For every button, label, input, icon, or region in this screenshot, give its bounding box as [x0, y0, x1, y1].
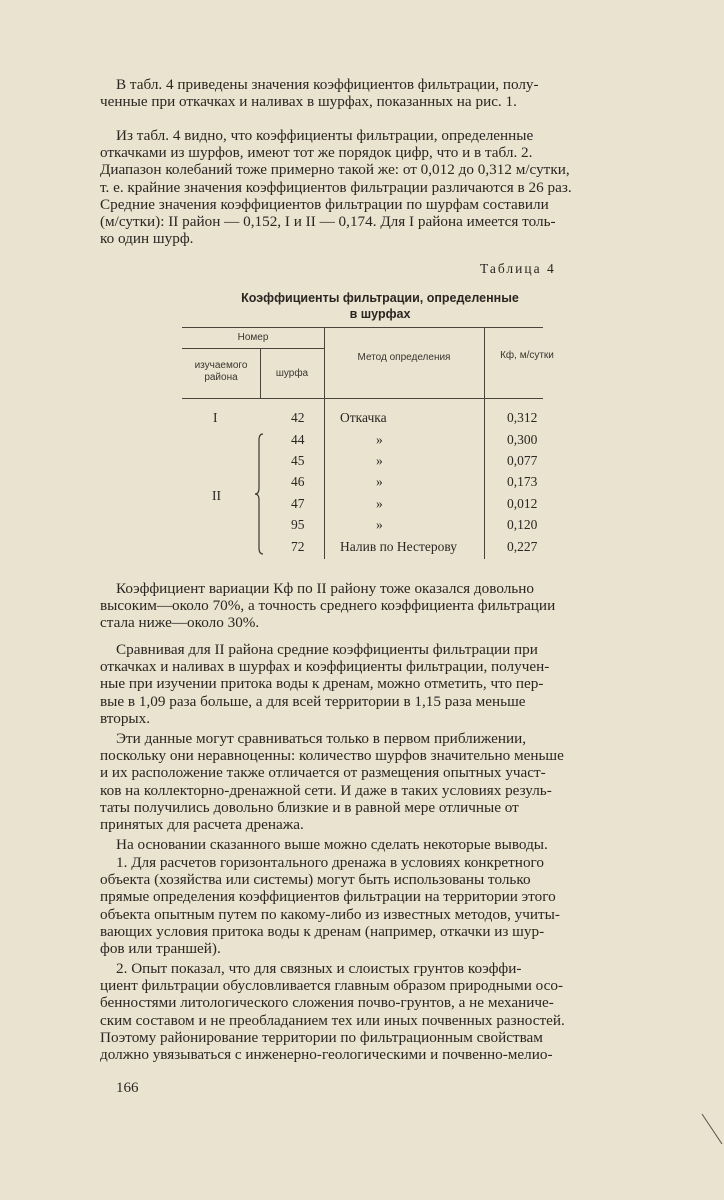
cell-pit: 72 [291, 539, 305, 554]
cell-kf: 0,173 [507, 474, 538, 489]
text-line: объекта опытным путем по какому-либо из известных методов, учиты- [100, 905, 560, 923]
text-line: Поэтому районирование территории по фильтрационным свойствам [100, 1028, 543, 1046]
cell-pit: 46 [291, 474, 305, 489]
paragraph-1 [100, 76, 676, 111]
text-line: прямые определения коэффициентов фильтрации на территории этого [100, 888, 556, 906]
cell-kf: 0,077 [507, 453, 538, 468]
cell-method: » [376, 496, 383, 511]
region-brace [254, 432, 266, 556]
text-line: фов или траншей). [100, 940, 221, 958]
header-kf: Кф, м/сутки [500, 350, 554, 361]
text-line: откачками из шурфов, имеют тот же порядок цифр, что и в табл. 2. [100, 144, 533, 162]
paragraph-6 [116, 836, 676, 853]
paragraph-8 [100, 960, 676, 1064]
cell-kf: 0,012 [507, 496, 538, 511]
table-title [180, 290, 580, 322]
cell-pit: 95 [291, 517, 305, 532]
text-line: 1. Для расчетов горизонтального дренажа в условиях конкретного [116, 854, 544, 871]
table-title-line: Коэффициенты фильтрации, определенные [241, 291, 519, 305]
text-line: высоким—около 70%, а точность среднего коэффициента фильтрации [100, 597, 556, 615]
page-number: 166 [116, 1080, 139, 1096]
cell-kf: 0,227 [507, 539, 538, 554]
text-line: Эти данные могут сравниваться только в первом приближении, [116, 730, 527, 747]
table-label: Таблица 4 [480, 261, 556, 276]
paragraph-5 [100, 730, 676, 834]
text-line: циент фильтрации обусловливается главным образом природными осо- [100, 977, 564, 995]
text-line: вые в 1,09 раза больше, а для всей территории в 1,15 раза меньше [100, 692, 526, 710]
header-region: изучаемого района [194, 360, 248, 383]
text-line: Сравнивая для II района средние коэффициенты фильтрации при [116, 641, 538, 658]
cell-kf: 0,312 [507, 410, 538, 425]
table-col-divider [484, 327, 485, 559]
text-line: ко один шурф. [100, 230, 194, 248]
cell-kf: 0,300 [507, 432, 538, 447]
text-line: должно увязываться с инженерно-геологическими и почвенно-мелио- [100, 1046, 553, 1064]
paragraph-4 [100, 641, 676, 727]
cell-method: » [376, 453, 383, 468]
scratch-mark [700, 1110, 724, 1150]
paragraph-7 [100, 854, 676, 958]
text-line: На основании сказанного выше можно сделать некоторые выводы. [116, 836, 548, 853]
text-line: объекта (хозяйства или системы) могут быть использованы только [100, 871, 531, 889]
text-line: (м/сутки): II район — 0,152, I и II — 0,174. Для I района имеется толь- [100, 213, 556, 231]
header-method: Метод определения [357, 352, 451, 363]
text-line: поскольку они неравноценны: количество шурфов значительно меньше [100, 747, 564, 765]
header-number: Номер [237, 332, 269, 343]
cell-method: » [376, 474, 383, 489]
text-line: 2. Опыт показал, что для связных и слоистых грунтов коэффи- [116, 960, 522, 977]
table-col-divider [324, 327, 325, 559]
text-line: таты получились довольно близкие и в равной мере отличные от [100, 798, 519, 816]
cell-method: Налив по Нестерову [340, 539, 458, 554]
text-line: ные при изучении притока воды к дренам, можно отметить, что пер- [100, 675, 544, 693]
table-col-divider [260, 348, 261, 398]
cell-method: Откачка [340, 410, 387, 425]
table-top-rule [182, 327, 543, 328]
text-line: Диапазон колебаний тоже примерно такой же: от 0,012 до 0,312 м/сутки, [100, 161, 570, 179]
text-line: ченные при откачках и наливах в шурфах, показанных на рис. 1. [100, 93, 517, 111]
cell-method: » [376, 517, 383, 532]
text-line: ков на коллекторно-дренажной сети. И даже в таких условиях резуль- [100, 781, 552, 799]
paragraph-2 [100, 127, 676, 248]
cell-pit: 42 [291, 410, 305, 425]
text-line: Коэффициент вариации Кф по II району тоже оказался довольно [116, 580, 534, 597]
cell-region: II [212, 488, 221, 503]
table-number-rule [182, 348, 324, 349]
paragraph-3 [100, 580, 676, 632]
text-line: бенностями литологического сложения почво-грунтов, а не механиче- [100, 994, 554, 1012]
table-title-line: в шурфах [349, 307, 411, 321]
cell-region: I [213, 410, 218, 425]
text-line: стала ниже—около 30%. [100, 614, 260, 632]
text-line: и их расположение также отличается от размещения опытных участ- [100, 764, 546, 782]
header-pit: шурфа [275, 368, 309, 379]
text-line: В табл. 4 приведены значения коэффициентов фильтрации, полу- [116, 76, 539, 93]
text-line: откачках и наливах в шурфах и коэффициенты фильтрации, получен- [100, 658, 550, 676]
table-header-bottom-rule [182, 398, 543, 399]
text-line: Средние значения коэффициентов фильтрации по шурфам составили [100, 195, 549, 213]
text-line: принятых для расчета дренажа. [100, 816, 304, 834]
text-line: вающих условия притока воды к дренам (например, откачки из шур- [100, 922, 545, 940]
text-line: т. е. крайние значения коэффициентов фильтрации различаются в 26 раз. [100, 178, 572, 196]
text-line: Из табл. 4 видно, что коэффициенты фильтрации, определенные [116, 127, 534, 144]
cell-kf: 0,120 [507, 517, 538, 532]
cell-pit: 47 [291, 496, 305, 511]
cell-pit: 44 [291, 432, 305, 447]
text-line: вторых. [100, 709, 151, 727]
cell-pit: 45 [291, 453, 305, 468]
text-line: ским составом и не преобладанием тех или иных почвенных разностей. [100, 1011, 565, 1029]
cell-method: » [376, 432, 383, 447]
